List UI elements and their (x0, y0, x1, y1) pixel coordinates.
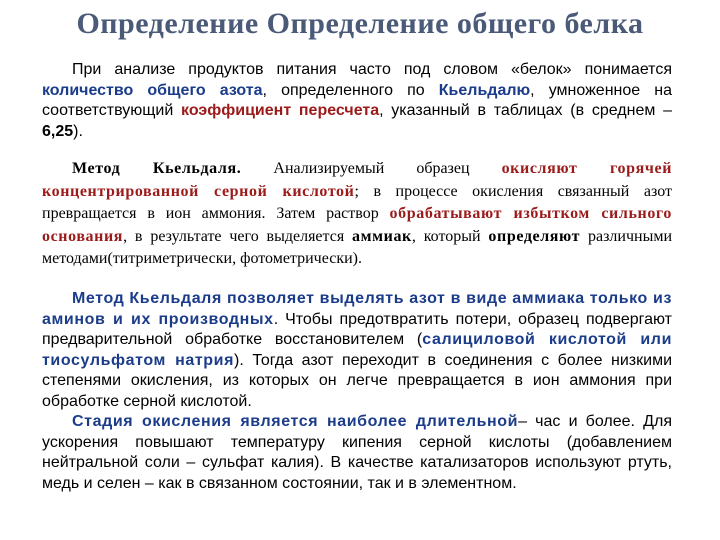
intro-highlight-total-nitrogen: количество общего азота (42, 81, 263, 99)
details-text-1: . Чтобы предотвратить потери, образец подвергают предварительной обработке восстановителем ( (42, 310, 672, 348)
intro-highlight-factor-value: 6,25 (42, 122, 74, 140)
details-highlight-oxidation-stage: Стадия окисления является наиболее длительной (72, 413, 519, 430)
slide-title: Определение Определение общего белка (76, 7, 644, 40)
intro-highlight-kjeldahl: Кьельдалю (438, 81, 531, 99)
details-text-3: – час и более. Для ускорения повышают температуру кипения серной кислоты (добавлением нейтральной соли – сульфат калия). В качестве катализаторов используют ртуть, медь и селен – как в связанном состоянии, так и в элементном. (42, 413, 672, 492)
method-highlight-determine: определяют (488, 227, 581, 245)
method-highlight-ammonia: аммиак (352, 227, 412, 245)
details-highlight-reducers: салициловой кислотой или тиосульфатом натрия (42, 331, 673, 369)
intro-text-5: ). (73, 122, 83, 140)
intro-highlight-conversion-factor: коэффициент пересчета (181, 102, 380, 119)
intro-text-2: , определенного по (262, 81, 439, 99)
method-paragraph (42, 158, 672, 271)
method-heading: Метод Кьельдаля. (72, 160, 242, 177)
details-text-2: ). Тогда азот переходит в соединения с более низкими степенями окисления, из которых он легче превращается в ион аммония при обработке серной кислотой. (42, 351, 673, 410)
details-paragraph (42, 289, 672, 494)
details-highlight-amines: Метод Кьельдаля позволяет выделять азот в виде аммиака только из аминов и их производных (42, 290, 672, 328)
method-text-3: , в результате чего выделяется (123, 227, 353, 245)
intro-text-4: , указанный в таблицах (в среднем – (379, 102, 672, 119)
method-highlight-base-treatment: обрабатывают избытком сильного основания (42, 205, 672, 245)
method-text-2: ; в процессе окисления связанный азот превращается в ион аммония. Затем раствор (42, 182, 672, 222)
method-text-4: , который (411, 227, 489, 245)
method-text-5: различными методами(титриметрически, фотометрически). (42, 227, 673, 267)
method-text-1: Анализируемый образец (241, 160, 502, 177)
intro-text-1: При анализе продуктов питания часто под словом «белок» понимается (72, 61, 672, 78)
intro-text-3: , умноженное на соответствующий (42, 81, 673, 119)
method-highlight-oxidation: окисляют горячей концентрированной серной кислотой (42, 160, 673, 200)
intro-paragraph (42, 60, 672, 142)
